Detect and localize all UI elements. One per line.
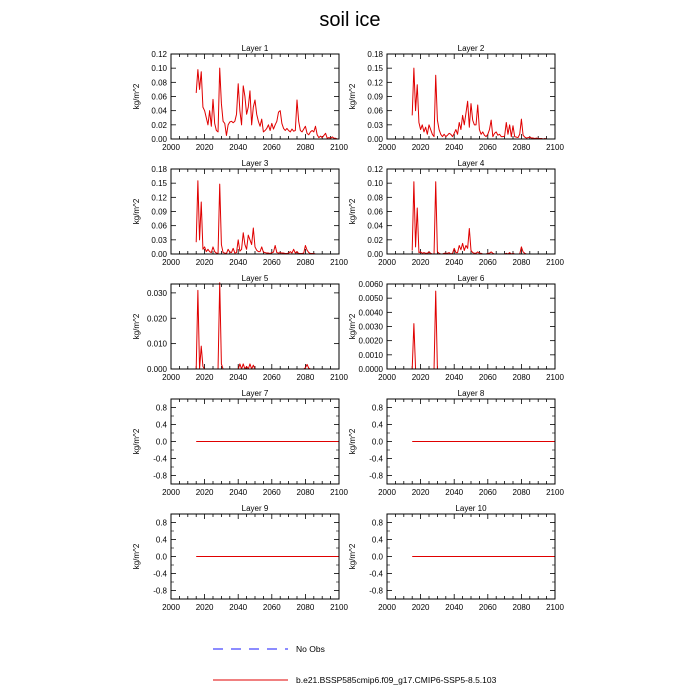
series-line [196, 68, 339, 139]
x-tick-label: 2100 [330, 373, 348, 382]
panel-title: Layer 9 [241, 504, 269, 513]
x-tick-label: 2080 [512, 258, 531, 267]
x-tick-label: 2080 [296, 488, 315, 497]
y-axis-label: kg/m^2 [132, 543, 141, 570]
y-tick-label: 0.08 [367, 193, 383, 203]
x-tick-label: 2080 [296, 143, 315, 152]
y-tick-label: 0.010 [146, 339, 167, 349]
x-tick-label: 2060 [478, 488, 497, 497]
figure-title: soil ice [319, 9, 381, 31]
series-line [196, 283, 339, 369]
y-tick-label: 0.10 [151, 64, 167, 74]
x-tick-label: 2000 [162, 373, 180, 382]
panel-title: Layer 8 [457, 389, 485, 398]
x-tick-label: 2040 [229, 603, 248, 612]
x-tick-label: 2100 [330, 488, 348, 497]
y-tick-label: 0.12 [151, 50, 167, 59]
x-tick-label: 2080 [512, 488, 531, 497]
panel-layer-10 [348, 504, 564, 612]
x-tick-label: 2100 [330, 603, 348, 612]
x-tick-label: 2020 [411, 258, 430, 267]
y-tick-label: 0.020 [146, 314, 167, 324]
legend [213, 644, 497, 685]
x-tick-label: 2020 [411, 488, 430, 497]
y-tick-label: -0.8 [153, 471, 167, 481]
x-tick-label: 2040 [445, 373, 464, 382]
y-axis-label: kg/m^2 [132, 428, 141, 455]
x-tick-label: 2100 [546, 258, 564, 267]
series-line [412, 291, 555, 369]
y-tick-label: 0.09 [367, 92, 383, 102]
x-tick-label: 2100 [546, 488, 564, 497]
x-tick-label: 2060 [262, 603, 281, 612]
y-tick-label: 0.18 [367, 50, 383, 59]
x-tick-label: 2080 [296, 603, 315, 612]
panel-layer-7 [132, 389, 348, 497]
x-tick-label: 2000 [162, 258, 180, 267]
y-tick-label: 0.09 [151, 207, 167, 217]
panel-title: Layer 2 [457, 44, 485, 53]
y-tick-label: 0.0 [371, 437, 383, 447]
x-tick-label: 2080 [512, 373, 531, 382]
y-tick-label: 0.0 [155, 437, 167, 447]
y-tick-label: 0.000 [146, 365, 167, 374]
panel-layer-5 [132, 274, 348, 382]
y-tick-label: 0.06 [367, 207, 383, 217]
panel-title: Layer 7 [241, 389, 269, 398]
panel-grid [132, 44, 564, 612]
y-tick-label: 0.4 [155, 420, 167, 430]
legend-obs-label: No Obs [296, 644, 325, 654]
y-tick-label: 0.04 [151, 106, 167, 116]
y-tick-label: 0.0 [371, 552, 383, 562]
x-tick-label: 2020 [411, 373, 430, 382]
y-tick-label: 0.0030 [358, 322, 383, 332]
x-tick-label: 2020 [195, 258, 214, 267]
x-tick-label: 2040 [229, 143, 248, 152]
x-tick-label: 2000 [162, 603, 180, 612]
y-tick-label: 0.0050 [358, 294, 383, 304]
y-tick-label: 0.06 [151, 92, 167, 102]
y-tick-label: 0.0040 [358, 308, 383, 318]
x-tick-label: 2000 [378, 603, 396, 612]
panel-title: Layer 6 [457, 274, 485, 283]
y-tick-label: -0.8 [369, 471, 383, 481]
x-tick-label: 2040 [229, 488, 248, 497]
x-tick-label: 2000 [378, 488, 396, 497]
y-tick-label: 0.8 [371, 518, 383, 528]
series-line [196, 181, 339, 254]
y-tick-label: -0.4 [153, 569, 167, 579]
panel-title: Layer 10 [455, 504, 487, 513]
y-tick-label: 0.06 [367, 106, 383, 116]
x-tick-label: 2000 [378, 373, 396, 382]
x-tick-label: 2040 [229, 373, 248, 382]
series-line [412, 182, 555, 254]
y-tick-label: 0.15 [367, 64, 383, 74]
x-tick-label: 2060 [478, 603, 497, 612]
y-axis-label: kg/m^2 [348, 83, 357, 110]
y-tick-label: 0.0000 [358, 365, 383, 374]
y-tick-label: -0.4 [369, 569, 383, 579]
y-tick-label: 0.02 [367, 235, 383, 245]
y-tick-label: 0.12 [151, 193, 167, 203]
x-tick-label: 2000 [162, 488, 180, 497]
y-tick-label: 0.12 [367, 165, 383, 174]
x-tick-label: 2060 [262, 143, 281, 152]
panel-layer-6 [348, 274, 564, 382]
x-tick-label: 2000 [162, 143, 180, 152]
x-tick-label: 2020 [195, 488, 214, 497]
x-tick-label: 2020 [195, 143, 214, 152]
y-axis-label: kg/m^2 [348, 428, 357, 455]
y-axis-label: kg/m^2 [348, 543, 357, 570]
y-tick-label: -0.4 [369, 454, 383, 464]
y-tick-label: 0.04 [367, 221, 383, 231]
y-tick-label: -0.8 [153, 586, 167, 596]
x-tick-label: 2080 [512, 603, 531, 612]
panel-layer-1 [132, 44, 348, 152]
x-tick-label: 2100 [330, 143, 348, 152]
panel-title: Layer 3 [241, 159, 269, 168]
y-tick-label: 0.06 [151, 221, 167, 231]
y-axis-label: kg/m^2 [132, 198, 141, 225]
x-tick-label: 2020 [195, 603, 214, 612]
y-tick-label: 0.8 [155, 403, 167, 413]
y-tick-label: 0.0 [155, 552, 167, 562]
panel-title: Layer 4 [457, 159, 485, 168]
x-tick-label: 2000 [378, 258, 396, 267]
y-tick-label: 0.02 [151, 120, 167, 130]
panel-title: Layer 1 [241, 44, 269, 53]
panel-title: Layer 5 [241, 274, 269, 283]
panel-layer-9 [132, 504, 348, 612]
y-tick-label: 0.08 [151, 78, 167, 88]
x-tick-label: 2020 [411, 143, 430, 152]
x-tick-label: 2040 [445, 488, 464, 497]
panel-layer-8 [348, 389, 564, 497]
x-tick-label: 2100 [546, 143, 564, 152]
x-tick-label: 2060 [262, 373, 281, 382]
x-tick-label: 2080 [296, 258, 315, 267]
y-tick-label: 0.8 [155, 518, 167, 528]
y-tick-label: -0.4 [153, 454, 167, 464]
x-tick-label: 2040 [445, 603, 464, 612]
y-tick-label: 0.03 [367, 120, 383, 130]
x-tick-label: 2000 [378, 143, 396, 152]
x-tick-label: 2080 [512, 143, 531, 152]
legend-model-label: b.e21.BSSP585cmip6.f09_g17.CMIP6-SSP5-8.5.103 [296, 675, 497, 685]
y-axis-label: kg/m^2 [132, 83, 141, 110]
y-tick-label: 0.00 [367, 250, 383, 259]
y-tick-label: 0.0010 [358, 350, 383, 360]
panel-layer-4 [348, 159, 564, 267]
x-tick-label: 2080 [296, 373, 315, 382]
y-tick-label: -0.8 [369, 586, 383, 596]
x-tick-label: 2020 [411, 603, 430, 612]
y-tick-label: 0.0060 [358, 280, 383, 289]
y-tick-label: 0.10 [367, 179, 383, 189]
y-tick-label: 0.00 [151, 250, 167, 259]
y-axis-label: kg/m^2 [348, 198, 357, 225]
x-tick-label: 2020 [195, 373, 214, 382]
y-tick-label: 0.15 [151, 179, 167, 189]
plot-frame [171, 54, 339, 139]
x-tick-label: 2060 [262, 258, 281, 267]
y-tick-label: 0.4 [371, 535, 383, 545]
plot-frame [387, 54, 555, 139]
y-tick-label: 0.8 [371, 403, 383, 413]
x-tick-label: 2040 [445, 143, 464, 152]
y-tick-label: 0.4 [155, 535, 167, 545]
panel-layer-2 [348, 44, 564, 152]
y-tick-label: 0.00 [151, 135, 167, 144]
x-tick-label: 2100 [546, 603, 564, 612]
y-tick-label: 0.4 [371, 420, 383, 430]
y-axis-label: kg/m^2 [348, 313, 357, 340]
x-tick-label: 2060 [262, 488, 281, 497]
y-tick-label: 0.18 [151, 165, 167, 174]
y-tick-label: 0.00 [367, 135, 383, 144]
y-tick-label: 0.0020 [358, 336, 383, 346]
x-tick-label: 2100 [330, 258, 348, 267]
y-tick-label: 0.12 [367, 78, 383, 88]
x-tick-label: 2100 [546, 373, 564, 382]
x-tick-label: 2060 [478, 258, 497, 267]
x-tick-label: 2060 [478, 373, 497, 382]
x-tick-label: 2040 [445, 258, 464, 267]
y-tick-label: 0.030 [146, 288, 167, 298]
y-tick-label: 0.03 [151, 235, 167, 245]
y-axis-label: kg/m^2 [132, 313, 141, 340]
x-tick-label: 2040 [229, 258, 248, 267]
panel-layer-3 [132, 159, 348, 267]
series-line [412, 68, 555, 139]
x-tick-label: 2060 [478, 143, 497, 152]
